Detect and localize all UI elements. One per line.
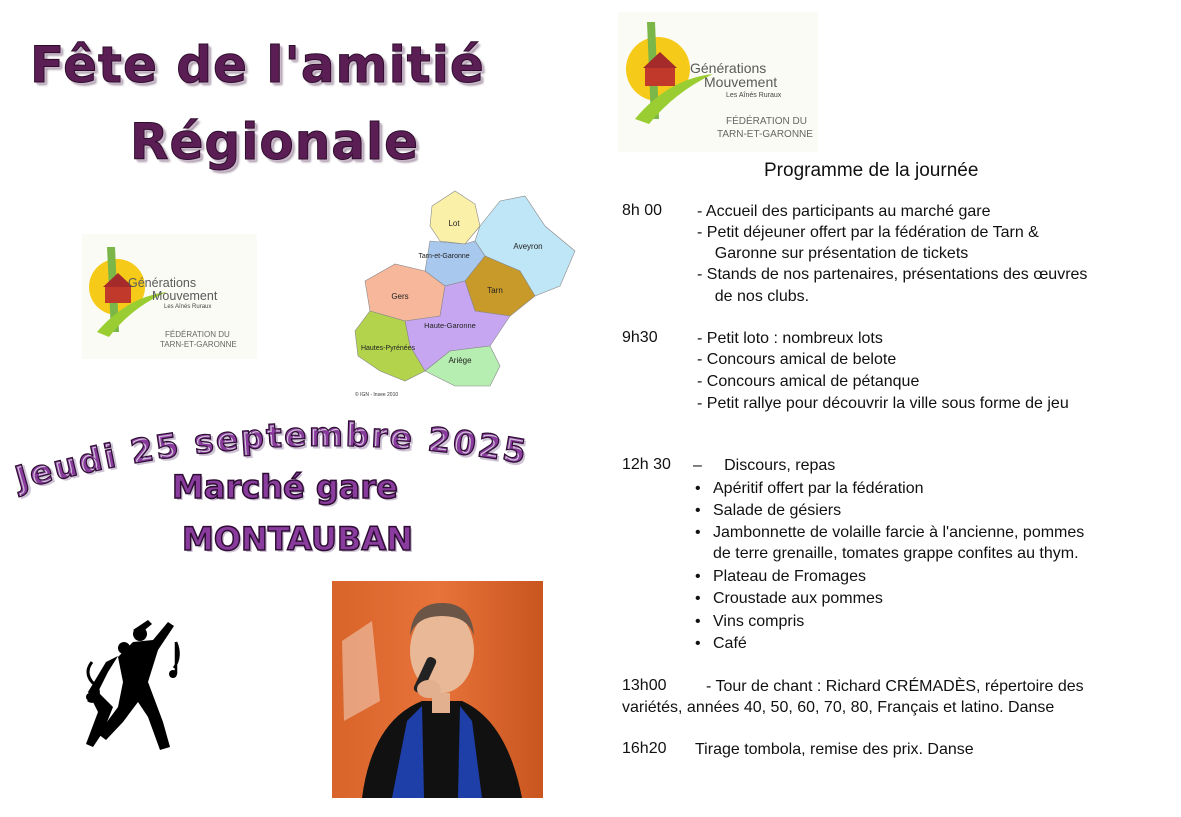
program-time: 8h 00	[622, 202, 663, 219]
logo-tagline: Les Aînés Ruraux	[164, 304, 212, 310]
generations-mouvement-logo-left	[82, 234, 257, 359]
map-label: Aveyron	[513, 242, 543, 251]
menu-item: • Croustade aux pommes	[713, 589, 883, 608]
region-map	[350, 186, 580, 406]
program-item: - Petit loto : nombreux lots	[697, 330, 883, 347]
map-label: Gers	[391, 292, 409, 301]
logo-name-2: Mouvement	[152, 289, 218, 303]
logo-federation-1: FÉDÉRATION DU	[165, 330, 230, 339]
logo-federation-1: FÉDÉRATION DU	[726, 116, 807, 127]
program-item: - Concours amical de pétanque	[697, 373, 920, 390]
menu-item: • Salade de gésiers	[713, 501, 841, 520]
map-label: Ariège	[448, 356, 472, 365]
menu-item: • Jambonnette de volaille farcie à l'ancienne, pommes	[713, 523, 1084, 542]
program-item: - Petit déjeuner offert par la fédération de Tarn &	[697, 224, 1039, 241]
program-item: - Tour de chant : Richard CRÉMADÈS, répertoire des	[706, 678, 1084, 695]
menu-item: • Apéritif offert par la fédération	[713, 479, 924, 498]
program-item: - Concours amical de belote	[697, 351, 897, 368]
title-line-2: Régionale	[130, 113, 420, 171]
logo-federation-2: TARN-ET-GARONNE	[160, 340, 237, 349]
map-region-lot	[430, 191, 480, 244]
program-item: Tirage tombola, remise des prix. Danse	[695, 741, 974, 758]
program-item: Garonne sur présentation de tickets	[697, 245, 969, 262]
menu-item: • Vins compris	[713, 612, 804, 631]
event-date-text: Jeudi 25 septembre 2025	[10, 414, 531, 498]
logo-tagline: Les Aînés Ruraux	[726, 92, 782, 99]
program-item: - Petit rallye pour découvrir la ville sous forme de jeu	[697, 395, 1069, 412]
event-city: MONTAUBAN	[182, 520, 413, 558]
map-label: Haute-Garonne	[424, 321, 476, 330]
logo-name-1: Générations	[128, 276, 197, 290]
menu-item: • Plateau de Fromages	[713, 567, 866, 586]
program-item: – Discours, repas	[693, 457, 836, 474]
logo-name-1: Générations	[690, 60, 767, 76]
program-time: 12h 30	[622, 456, 671, 473]
map-label: Tarn	[487, 286, 503, 295]
map-label: Hautes-Pyrénées	[360, 345, 416, 352]
dancing-couple-icon	[78, 612, 198, 762]
program-item: de nos clubs.	[697, 288, 810, 305]
menu-item: • Café	[713, 634, 747, 653]
singer-photo	[332, 581, 543, 798]
menu-item: de terre grenaille, tomates grappe confites au thym.	[713, 545, 1079, 562]
title-line-1: Fête de l'amitié	[30, 36, 485, 94]
program-heading: Programme de la journée	[764, 160, 979, 181]
program-time: 13h00	[622, 677, 667, 694]
logo-federation-2: TARN-ET-GARONNE	[717, 129, 813, 140]
program-time: 16h20	[622, 740, 667, 757]
program-item: - Accueil des participants au marché gare	[697, 203, 991, 220]
map-label: Tarn-et-Garonne	[418, 253, 470, 260]
program-time: 9h30	[622, 329, 658, 346]
map-label: Lot	[448, 219, 460, 228]
program-item: - Stands de nos partenaires, présentations des œuvres	[697, 266, 1088, 283]
generations-mouvement-logo-right	[618, 12, 818, 152]
map-credit: © IGN - Insee 2010	[355, 392, 399, 398]
event-place: Marché gare	[172, 468, 398, 506]
logo-name-2: Mouvement	[704, 74, 778, 90]
program-item: variétés, années 40, 50, 60, 70, 80, Français et latino. Danse	[622, 699, 1055, 716]
